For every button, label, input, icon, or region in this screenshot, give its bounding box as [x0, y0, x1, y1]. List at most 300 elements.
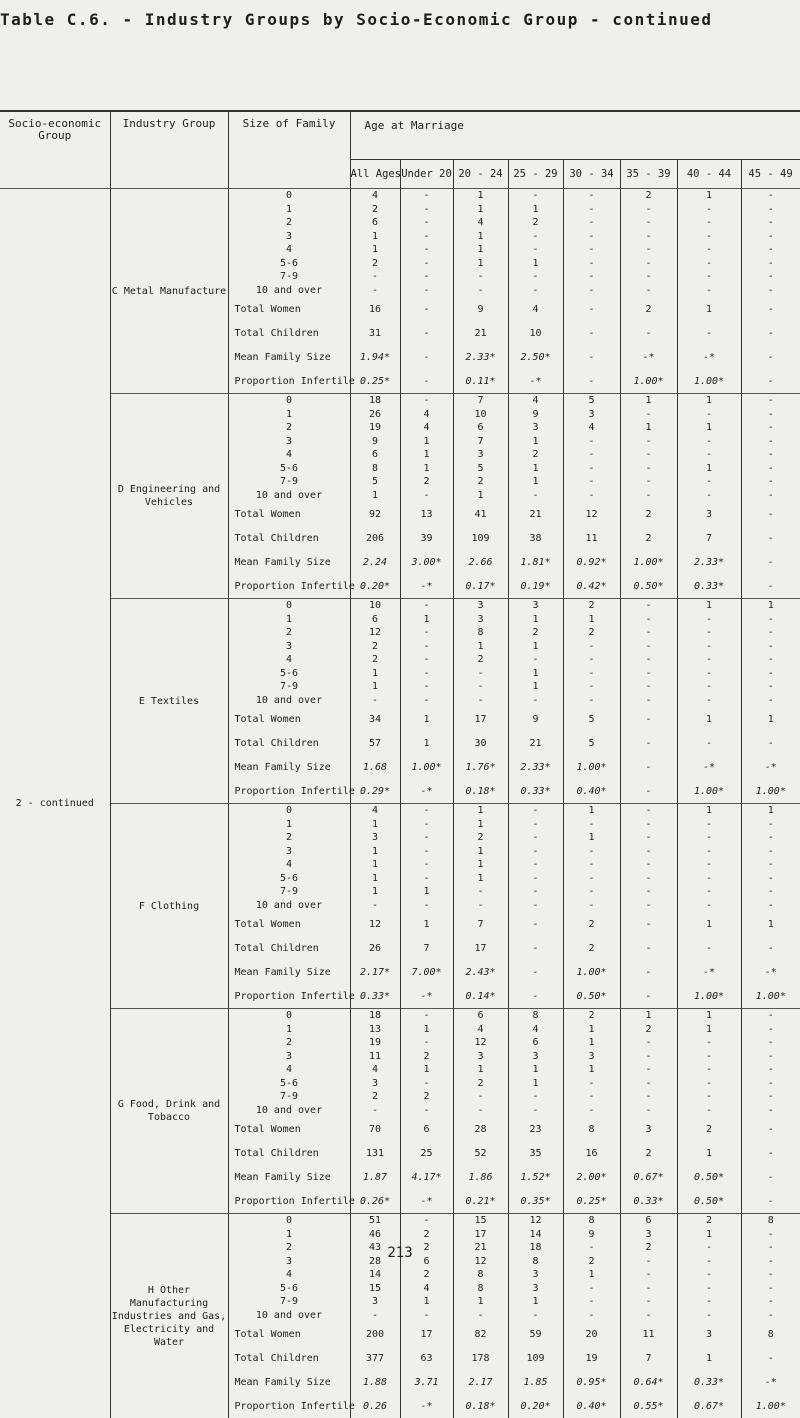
age-column-6: 40 - 44 — [677, 160, 741, 189]
cell: 20 — [563, 1322, 620, 1346]
socio-economic-group-label: 2 - continued — [0, 189, 110, 1418]
cell: 2 — [453, 653, 508, 667]
cell: - — [741, 640, 800, 654]
cell: 3 — [563, 408, 620, 422]
cell: - — [563, 1077, 620, 1091]
cell: - — [400, 345, 453, 369]
cell: 2.00* — [563, 1165, 620, 1189]
cell: - — [741, 489, 800, 503]
cell: - — [741, 284, 800, 298]
cell: - — [620, 936, 677, 960]
cell: - — [620, 694, 677, 708]
total-label: Mean Family Size — [228, 1370, 350, 1394]
cell: 1 — [508, 613, 563, 627]
cell: - — [563, 640, 620, 654]
cell: - — [741, 435, 800, 449]
total-label: Total Women — [228, 912, 350, 936]
cell: 131 — [350, 1141, 400, 1165]
cell: - — [453, 667, 508, 681]
cell: - — [508, 270, 563, 284]
cell: 46 — [350, 1228, 400, 1242]
cell: - — [741, 1077, 800, 1091]
cell: 82 — [453, 1322, 508, 1346]
cell: 18 — [350, 1009, 400, 1023]
cell: - — [563, 475, 620, 489]
cell: - — [677, 257, 741, 271]
cell: - — [400, 243, 453, 257]
cell: 9 — [508, 707, 563, 731]
cell: 1 — [508, 462, 563, 476]
cell: 2 — [400, 1228, 453, 1242]
family-size-label: 1 — [228, 203, 350, 217]
cell: 1 — [563, 804, 620, 818]
cell: 3 — [563, 1050, 620, 1064]
cell: 2 — [453, 475, 508, 489]
cell: - — [620, 321, 677, 345]
cell: 2 — [350, 1090, 400, 1104]
cell: 8 — [508, 1255, 563, 1269]
cell: - — [677, 885, 741, 899]
cell: - — [741, 369, 800, 394]
cell: - — [620, 1077, 677, 1091]
cell: 26 — [350, 408, 400, 422]
industry-table — [0, 112, 800, 1418]
cell: - — [620, 640, 677, 654]
cell: - — [400, 845, 453, 859]
cell: - — [620, 475, 677, 489]
cell: 3 — [677, 502, 741, 526]
cell: 8 — [508, 1009, 563, 1023]
cell: 3 — [350, 1295, 400, 1309]
cell: 1 — [677, 462, 741, 476]
cell: 2 — [400, 475, 453, 489]
cell: 4 — [508, 394, 563, 408]
family-size-label: 3 — [228, 1255, 350, 1269]
cell: - — [620, 731, 677, 755]
cell: 12 — [350, 912, 400, 936]
cell: 6 — [453, 421, 508, 435]
cell: - — [400, 667, 453, 681]
cell: - — [620, 680, 677, 694]
cell: 1.85 — [508, 1370, 563, 1394]
cell: 0.67* — [620, 1165, 677, 1189]
cell: - — [350, 1104, 400, 1118]
cell: 1.76* — [453, 755, 508, 779]
cell: - — [620, 408, 677, 422]
cell: - — [400, 321, 453, 345]
cell: - — [741, 1141, 800, 1165]
family-size-label: 2 — [228, 216, 350, 230]
cell: 3.71 — [400, 1370, 453, 1394]
cell: 38 — [508, 526, 563, 550]
cell: - — [741, 345, 800, 369]
cell: 8 — [453, 1268, 508, 1282]
page-number: 213 — [0, 1245, 800, 1261]
cell: 16 — [350, 297, 400, 321]
cell: - — [741, 1090, 800, 1104]
family-size-label: 5-6 — [228, 257, 350, 271]
cell: 1 — [350, 230, 400, 244]
cell: -* — [677, 960, 741, 984]
cell: - — [508, 960, 563, 984]
cell: 0.20* — [508, 1394, 563, 1418]
family-size-label: 4 — [228, 243, 350, 257]
cell: 18 — [508, 1241, 563, 1255]
cell: - — [677, 731, 741, 755]
cell: 14 — [350, 1268, 400, 1282]
cell: 3 — [453, 448, 508, 462]
cell: - — [400, 694, 453, 708]
cell: 6 — [400, 1255, 453, 1269]
cell: - — [741, 502, 800, 526]
cell: 0.50* — [563, 984, 620, 1009]
cell: 25 — [400, 1141, 453, 1165]
cell: - — [400, 284, 453, 298]
cell: 11 — [620, 1322, 677, 1346]
cell: - — [563, 435, 620, 449]
cell: - — [741, 1104, 800, 1118]
cell: 59 — [508, 1322, 563, 1346]
cell: 109 — [453, 526, 508, 550]
cell: 1 — [677, 1023, 741, 1037]
cell: - — [400, 369, 453, 394]
cell: 4 — [350, 804, 400, 818]
cell: 52 — [453, 1141, 508, 1165]
cell: - — [741, 1009, 800, 1023]
cell: 1 — [453, 230, 508, 244]
cell: - — [620, 1295, 677, 1309]
cell: - — [400, 640, 453, 654]
cell: 9 — [350, 435, 400, 449]
cell: 1 — [453, 189, 508, 203]
cell: 70 — [350, 1117, 400, 1141]
cell: 1 — [563, 1036, 620, 1050]
cell: - — [508, 872, 563, 886]
cell: - — [620, 230, 677, 244]
table-row — [0, 599, 800, 613]
cell: 0.17* — [453, 574, 508, 599]
cell: - — [620, 243, 677, 257]
cell: 2 — [620, 297, 677, 321]
table-row — [0, 189, 800, 203]
cell: - — [400, 899, 453, 913]
cell: 19 — [350, 1036, 400, 1050]
cell: 15 — [350, 1282, 400, 1296]
cell: 3 — [620, 1117, 677, 1141]
cell: - — [563, 257, 620, 271]
cell: - — [400, 818, 453, 832]
cell: 2 — [563, 936, 620, 960]
family-size-label: 1 — [228, 613, 350, 627]
cell: 2.24 — [350, 550, 400, 574]
cell: 4 — [400, 408, 453, 422]
cell: - — [741, 394, 800, 408]
cell: - — [620, 804, 677, 818]
cell: 3 — [508, 421, 563, 435]
industry-group-label: G Food, Drink and Tobacco — [110, 1009, 228, 1214]
cell: 2 — [563, 1255, 620, 1269]
total-label: Proportion Infertile — [228, 369, 350, 394]
cell: 92 — [350, 502, 400, 526]
cell: -* — [677, 755, 741, 779]
cell: - — [677, 284, 741, 298]
cell: - — [453, 284, 508, 298]
cell: 1 — [508, 1063, 563, 1077]
cell: 3 — [677, 1322, 741, 1346]
cell: 1 — [677, 912, 741, 936]
cell: - — [677, 831, 741, 845]
cell: 1.00* — [620, 369, 677, 394]
cell: - — [563, 489, 620, 503]
cell: - — [741, 613, 800, 627]
cell: - — [563, 872, 620, 886]
cell: - — [453, 885, 508, 899]
family-size-label: 3 — [228, 435, 350, 449]
cell: - — [563, 345, 620, 369]
total-label: Mean Family Size — [228, 1165, 350, 1189]
data-table-frame — [0, 110, 800, 1297]
cell: 3 — [508, 1268, 563, 1282]
cell: 2 — [620, 502, 677, 526]
cell: 2 — [620, 1141, 677, 1165]
cell: - — [677, 270, 741, 284]
cell: 3 — [350, 831, 400, 845]
cell: - — [741, 189, 800, 203]
cell: - — [620, 1104, 677, 1118]
cell: 41 — [453, 502, 508, 526]
cell: 12 — [453, 1255, 508, 1269]
cell: 2 — [620, 1241, 677, 1255]
cell: - — [741, 899, 800, 913]
cell: 1 — [620, 421, 677, 435]
cell: 2 — [453, 831, 508, 845]
cell: - — [677, 435, 741, 449]
cell: - — [453, 694, 508, 708]
cell: 1 — [620, 1009, 677, 1023]
cell: 2 — [400, 1268, 453, 1282]
cell: - — [508, 653, 563, 667]
cell: 1 — [453, 858, 508, 872]
cell: 2 — [400, 1241, 453, 1255]
cell: - — [563, 1241, 620, 1255]
cell: 16 — [563, 1141, 620, 1165]
cell: 1 — [400, 731, 453, 755]
cell: - — [508, 189, 563, 203]
cell: 34 — [350, 707, 400, 731]
cell: 1 — [350, 858, 400, 872]
cell: 15 — [453, 1214, 508, 1228]
cell: 0.33* — [350, 984, 400, 1009]
cell: 1.68 — [350, 755, 400, 779]
cell: - — [508, 858, 563, 872]
cell: 1 — [508, 640, 563, 654]
cell: 2 — [620, 526, 677, 550]
cell: - — [508, 912, 563, 936]
cell: 1 — [508, 257, 563, 271]
cell: 12 — [508, 1214, 563, 1228]
cell: - — [620, 599, 677, 613]
cell: 21 — [453, 1241, 508, 1255]
cell: - — [741, 1282, 800, 1296]
cell: 2 — [508, 448, 563, 462]
total-label: Total Women — [228, 297, 350, 321]
cell: 6 — [400, 1117, 453, 1141]
cell: 2 — [400, 1050, 453, 1064]
cell: 19 — [563, 1346, 620, 1370]
cell: - — [563, 858, 620, 872]
cell: - — [741, 872, 800, 886]
cell: 10 — [508, 321, 563, 345]
cell: - — [563, 270, 620, 284]
cell: 2 — [400, 1090, 453, 1104]
cell: - — [508, 936, 563, 960]
cell: - — [677, 1104, 741, 1118]
industry-group-label: E Textiles — [110, 599, 228, 804]
cell: 0.21* — [453, 1189, 508, 1214]
cell: 1 — [677, 297, 741, 321]
cell: - — [563, 321, 620, 345]
cell: 4 — [350, 1063, 400, 1077]
cell: 1.81* — [508, 550, 563, 574]
cell: 1 — [400, 1063, 453, 1077]
cell: - — [677, 448, 741, 462]
cell: 1 — [350, 885, 400, 899]
cell: - — [620, 1063, 677, 1077]
cell: - — [563, 297, 620, 321]
cell: 2 — [677, 1214, 741, 1228]
cell: 1 — [508, 203, 563, 217]
cell: - — [350, 284, 400, 298]
family-size-label: 7-9 — [228, 1090, 350, 1104]
total-label: Total Women — [228, 1117, 350, 1141]
cell: - — [453, 680, 508, 694]
cell: 1 — [508, 680, 563, 694]
cell: - — [741, 694, 800, 708]
cell: - — [508, 694, 563, 708]
cell: - — [741, 550, 800, 574]
cell: 2.50* — [508, 345, 563, 369]
cell: - — [677, 640, 741, 654]
cell: - — [400, 257, 453, 271]
cell: - — [741, 270, 800, 284]
cell: - — [741, 297, 800, 321]
cell: - — [677, 936, 741, 960]
cell: 0.25* — [563, 1189, 620, 1214]
cell: 3 — [508, 599, 563, 613]
industry-group-header: Industry Group — [110, 112, 228, 189]
cell: 1 — [400, 912, 453, 936]
cell: 2.17* — [350, 960, 400, 984]
cell: 3 — [508, 1282, 563, 1296]
cell: - — [400, 489, 453, 503]
cell: 1.00* — [741, 984, 800, 1009]
cell: - — [620, 1036, 677, 1050]
cell: 2 — [453, 1077, 508, 1091]
cell: - — [741, 1165, 800, 1189]
cell: 31 — [350, 321, 400, 345]
cell: 1 — [741, 912, 800, 936]
family-size-label: 0 — [228, 804, 350, 818]
cell: 0.92* — [563, 550, 620, 574]
cell: - — [677, 680, 741, 694]
cell: - — [620, 257, 677, 271]
family-size-label: 1 — [228, 1023, 350, 1037]
cell: 13 — [350, 1023, 400, 1037]
cell: - — [400, 872, 453, 886]
cell: - — [677, 489, 741, 503]
cell: 2.66 — [453, 550, 508, 574]
age-column-5: 35 - 39 — [620, 160, 677, 189]
cell: 26 — [350, 936, 400, 960]
cell: 5 — [563, 707, 620, 731]
cell: 0.64* — [620, 1370, 677, 1394]
cell: 0.67* — [677, 1394, 741, 1418]
family-size-label: 5-6 — [228, 462, 350, 476]
cell: - — [400, 297, 453, 321]
cell: 2 — [350, 653, 400, 667]
cell: 39 — [400, 526, 453, 550]
cell: 1.87 — [350, 1165, 400, 1189]
cell: 1.86 — [453, 1165, 508, 1189]
cell: - — [620, 845, 677, 859]
cell: - — [620, 216, 677, 230]
cell: 1 — [453, 872, 508, 886]
cell: - — [563, 845, 620, 859]
cell: 1 — [453, 1295, 508, 1309]
cell: - — [741, 731, 800, 755]
cell: 30 — [453, 731, 508, 755]
family-size-label: 4 — [228, 448, 350, 462]
cell: - — [677, 475, 741, 489]
cell: 2 — [350, 203, 400, 217]
cell: 0.18* — [453, 779, 508, 804]
cell: -* — [400, 574, 453, 599]
cell: 9 — [508, 408, 563, 422]
cell: -* — [400, 779, 453, 804]
cell: 0.26 — [350, 1394, 400, 1418]
cell: - — [350, 270, 400, 284]
cell: - — [741, 1023, 800, 1037]
cell: 178 — [453, 1346, 508, 1370]
size-of-family-header: Size of Family — [228, 112, 350, 189]
cell: - — [677, 653, 741, 667]
cell: 63 — [400, 1346, 453, 1370]
cell: 1 — [400, 435, 453, 449]
family-size-label: 1 — [228, 408, 350, 422]
cell: - — [400, 1077, 453, 1091]
cell: 13 — [400, 502, 453, 526]
cell: - — [620, 707, 677, 731]
total-label: Proportion Infertile — [228, 984, 350, 1009]
cell: -* — [400, 984, 453, 1009]
cell: - — [620, 435, 677, 449]
cell: 17 — [400, 1322, 453, 1346]
age-column-7: 45 - 49 — [741, 160, 800, 189]
cell: 7 — [453, 435, 508, 449]
cell: - — [677, 626, 741, 640]
cell: 1 — [400, 613, 453, 627]
industry-group-label: H Other Manufacturing Industries and Gas, Electricity and Water — [110, 1214, 228, 1418]
cell: - — [677, 818, 741, 832]
cell: 4 — [508, 1023, 563, 1037]
family-size-label: 7-9 — [228, 475, 350, 489]
cell: 1 — [400, 707, 453, 731]
cell: 51 — [350, 1214, 400, 1228]
total-label: Total Children — [228, 526, 350, 550]
cell: - — [400, 1214, 453, 1228]
cell: - — [741, 1255, 800, 1269]
cell: - — [741, 831, 800, 845]
